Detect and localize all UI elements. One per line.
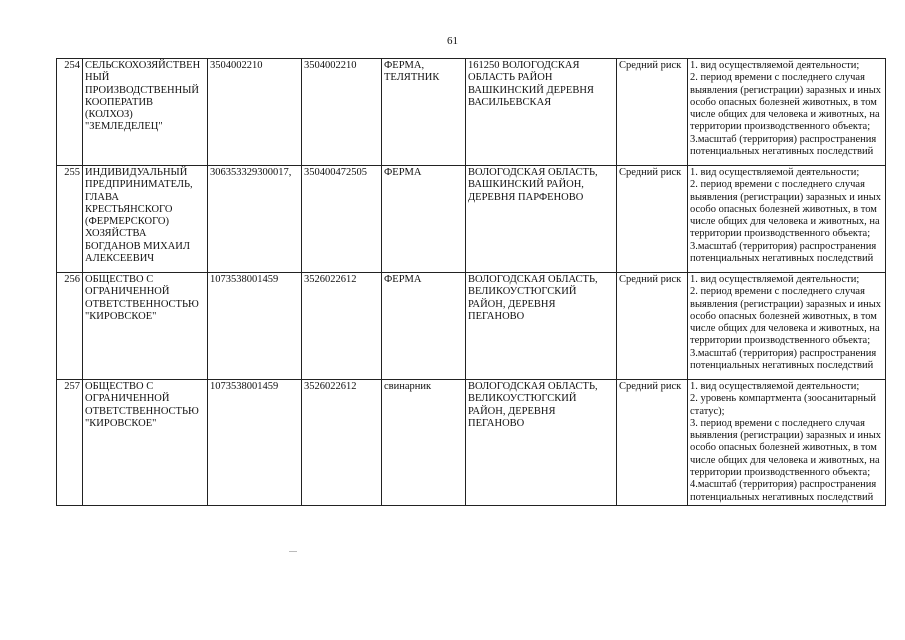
risk-category: Средний риск	[617, 166, 688, 273]
object-address: ВОЛОГОДСКАЯ ОБЛАСТЬ, ВЕЛИКОУСТЮГСКИЙ РАЙОН, ДЕРЕВНЯ ПЕГАНОВО	[466, 273, 617, 380]
object-type: ФЕРМА, ТЕЛЯТНИК	[382, 59, 466, 166]
risk-category: Средний риск	[617, 273, 688, 380]
risk-criteria: 1. вид осуществляемой деятельности; 2. уровень компартмента (зоосанитарный статус); 3. период времени с последнего случая выявления (регистрации) заразных и иных особо опасных болезней животных, в том числе общих для человека и животных, на территории производственного объекта; 4.масштаб (территория) распространения потенциальных негативных последствий	[688, 380, 886, 506]
organization-name: ОБЩЕСТВО С ОГРАНИЧЕННОЙ ОТВЕТСТВЕННОСТЬЮ "КИРОВСКОЕ"	[83, 380, 208, 506]
ogrn-cell: 1073538001459	[208, 380, 302, 506]
organization-name: СЕЛЬСКОХОЗЯЙСТВЕН НЫЙ ПРОИЗВОДСТВЕННЫЙ КООПЕРАТИВ (КОЛХОЗ) "ЗЕМЛЕДЕЛЕЦ"	[83, 59, 208, 166]
risk-category: Средний риск	[617, 380, 688, 506]
object-address: ВОЛОГОДСКАЯ ОБЛАСТЬ, ВАШКИНСКИЙ РАЙОН, ДЕРЕВНЯ ПАРФЕНОВО	[466, 166, 617, 273]
risk-category: Средний риск	[617, 59, 688, 166]
object-type: свинарник	[382, 380, 466, 506]
scan-mark	[289, 551, 297, 552]
object-type: ФЕРМА	[382, 166, 466, 273]
object-address: 161250 ВОЛОГОДСКАЯ ОБЛАСТЬ РАЙОН ВАШКИНСКИЙ ДЕРЕВНЯ ВАСИЛЬЕВСКАЯ	[466, 59, 617, 166]
table-row	[57, 59, 886, 166]
ogrn-cell: 3504002210	[208, 59, 302, 166]
row-number: 255	[57, 166, 83, 273]
inn-cell: 3526022612	[302, 380, 382, 506]
ogrn-cell: 1073538001459	[208, 273, 302, 380]
table-row	[57, 166, 886, 273]
organization-name: ОБЩЕСТВО С ОГРАНИЧЕННОЙ ОТВЕТСТВЕННОСТЬЮ "КИРОВСКОЕ"	[83, 273, 208, 380]
risk-criteria: 1. вид осуществляемой деятельности; 2. период времени с последнего случая выявления (регистрации) заразных и иных особо опасных болезней животных, в том числе общих для человека и животных, на территории производственного объекта; 3.масштаб (территория) распространения потенциальных негативных последствий	[688, 166, 886, 273]
row-number: 256	[57, 273, 83, 380]
object-type: ФЕРМА	[382, 273, 466, 380]
table-row	[57, 273, 886, 380]
organization-name: ИНДИВИДУАЛЬНЫЙ ПРЕДПРИНИМАТЕЛЬ, ГЛАВА КРЕСТЬЯНСКОГО (ФЕРМЕРСКОГО) ХОЗЯЙСТВА БОГДАНОВ МИХАИЛ АЛЕКСЕЕВИЧ	[83, 166, 208, 273]
row-number: 254	[57, 59, 83, 166]
inn-cell: 3504002210	[302, 59, 382, 166]
risk-criteria: 1. вид осуществляемой деятельности; 2. период времени с последнего случая выявления (регистрации) заразных и иных особо опасных болезней животных, в том числе общих для человека и животных, на территории производственного объекта; 3.масштаб (территория) распространения потенциальных негативных последствий	[688, 273, 886, 380]
inn-cell: 3526022612	[302, 273, 382, 380]
page-number: 61	[447, 35, 458, 47]
ogrn-cell: 306353329300017,	[208, 166, 302, 273]
risk-criteria: 1. вид осуществляемой деятельности; 2. период времени с последнего случая выявления (регистрации) заразных и иных особо опасных болезней животных, в том числе общих для человека и животных, на территории производственного объекта; 3.масштаб (территория) распространения потенциальных негативных последствий	[688, 59, 886, 166]
table-row	[57, 380, 886, 506]
inn-cell: 350400472505	[302, 166, 382, 273]
row-number: 257	[57, 380, 83, 506]
registry-table	[56, 58, 886, 506]
object-address: ВОЛОГОДСКАЯ ОБЛАСТЬ, ВЕЛИКОУСТЮГСКИЙ РАЙОН, ДЕРЕВНЯ ПЕГАНОВО	[466, 380, 617, 506]
